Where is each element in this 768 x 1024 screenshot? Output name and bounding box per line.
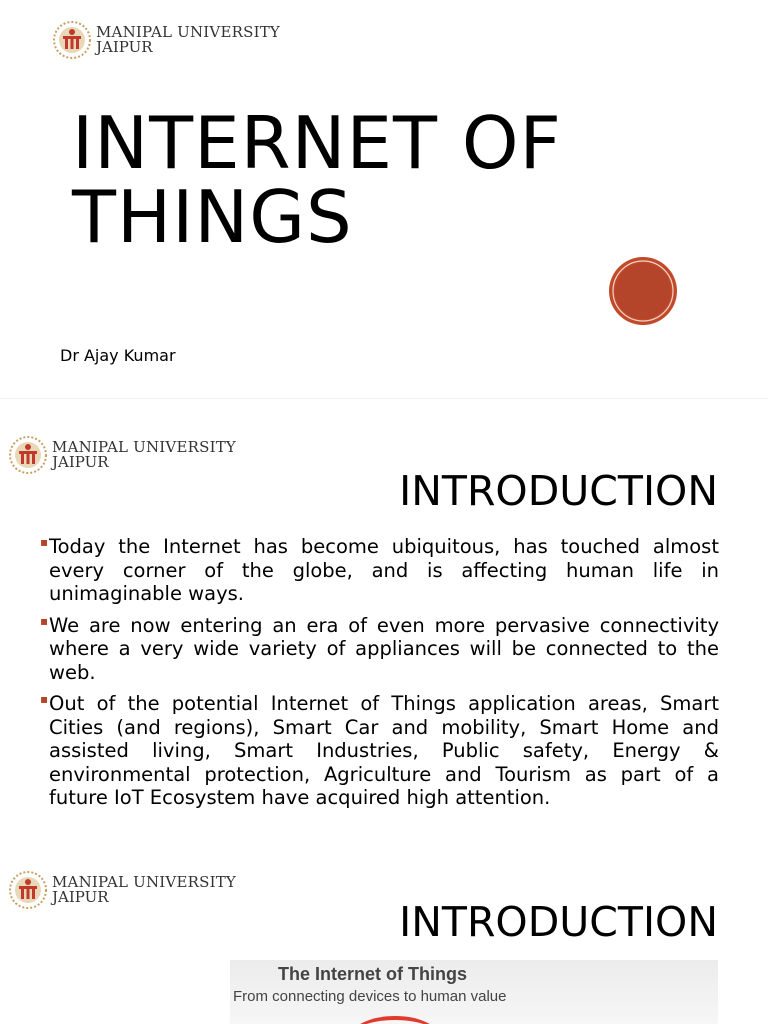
author-name: Dr Ajay Kumar [60, 346, 176, 365]
title-line-1: INTERNET OF [72, 101, 562, 185]
bullet-text: Out of the potential Internet of Things application areas, Smart Cities (and regions), Smart Car and mobility, Smart Home and assisted living, Smart Industries, Public safety, Energy & environmental protection, Agriculture and Tourism as part of a future IoT Ecosystem have acquired high attention. [49, 692, 719, 809]
logo-text-line1: MANIPAL UNIVERSITY [52, 438, 236, 456]
presentation-title [72, 101, 562, 259]
university-logo [8, 435, 236, 475]
university-logo [52, 20, 280, 60]
university-emblem-icon [52, 20, 92, 60]
logo-text-line1: MANIPAL UNIVERSITY [52, 873, 236, 891]
logo-text-line1: MANIPAL UNIVERSITY [96, 23, 280, 41]
iot-diagram-image [230, 960, 718, 1024]
bullet-item [40, 692, 719, 810]
bullet-text: We are now entering an era of even more pervasive connectivity where a very wide variety of appliances will be connected to the web. [49, 613, 719, 684]
slide-heading: INTRODUCTION [399, 898, 718, 946]
university-emblem-icon [8, 435, 48, 475]
logo-text-line2: JAIPUR [52, 453, 109, 471]
bullet-item [40, 614, 719, 685]
title-line-2: THINGS [72, 175, 353, 259]
image-subtitle: From connecting devices to human value [233, 988, 507, 1005]
university-emblem-icon [8, 870, 48, 910]
bullet-text: Today the Internet has become ubiquitous, has touched almost every corner of the globe, and is affecting human life in unimaginable ways. [49, 535, 719, 605]
logo-text-line2: JAIPUR [52, 888, 109, 906]
bullet-item [40, 535, 719, 606]
bullet-list [40, 535, 719, 818]
logo-text-line2: JAIPUR [96, 38, 153, 56]
image-title: The Internet of Things [278, 964, 467, 984]
university-logo [8, 870, 236, 910]
bullet-icon: ▪ [40, 535, 49, 549]
introduction-image-slide [0, 848, 768, 1024]
introduction-slide [0, 398, 768, 849]
decorative-circle-icon [608, 256, 678, 326]
diagram-arc [350, 1016, 440, 1024]
slide-heading: INTRODUCTION [399, 467, 718, 515]
title-slide [0, 0, 768, 398]
bullet-icon: ▪ [40, 692, 49, 706]
bullet-icon: ▪ [40, 613, 49, 628]
